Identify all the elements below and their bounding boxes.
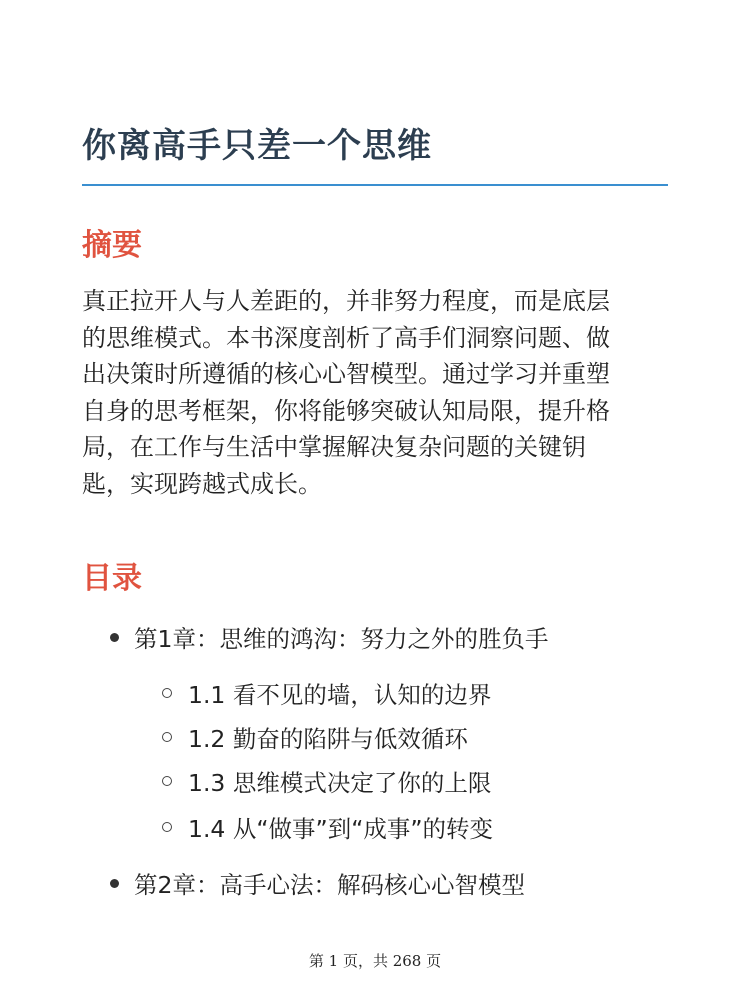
toc-section-1-1[interactable] xyxy=(162,676,491,710)
bullet-circle-icon xyxy=(162,776,172,786)
toc-chapter-1[interactable] xyxy=(110,620,548,654)
toc-chapter-label: 第1章：思维的鸿沟：努力之外的胜负手 xyxy=(134,625,549,653)
bullet-circle-icon xyxy=(162,822,172,832)
toc-chapter-2[interactable] xyxy=(110,866,525,900)
toc-section-1-3[interactable] xyxy=(162,764,491,798)
abstract-line: 出决策时所遵循的核心心智模型。通过学习并重塑 xyxy=(82,360,610,388)
page-number-footer: 第 1 页，共 268 页 xyxy=(308,952,442,970)
bullet-circle-icon xyxy=(162,732,172,742)
abstract-line: 匙，实现跨越式成长。 xyxy=(82,469,322,498)
abstract-paragraph xyxy=(82,283,672,502)
abstract-heading: 摘要 xyxy=(82,228,142,263)
toc-section-label: 1.4 从“做事”到“成事”的转变 xyxy=(188,815,494,843)
document-title: 你离高手只差一个思维 xyxy=(82,126,432,166)
title-divider xyxy=(82,184,668,186)
toc-section-label: 1.1 看不见的墙，认知的边界 xyxy=(188,681,492,709)
bullet-circle-icon xyxy=(162,688,172,698)
abstract-line: 的思维模式。本书深度剖析了高手们洞察问题、做 xyxy=(82,323,610,352)
toc-section-1-2[interactable] xyxy=(162,720,468,754)
toc-section-1-4[interactable] xyxy=(162,810,493,844)
bullet-dot-icon xyxy=(110,879,119,888)
abstract-line: 自身的思考框架，你将能够突破认知局限，提升格 xyxy=(82,396,610,425)
abstract-line: 局，在工作与生活中掌握解决复杂问题的关键钥 xyxy=(82,433,586,461)
toc-chapter-label: 第2章：高手心法：解码核心心智模型 xyxy=(134,871,525,899)
abstract-line: 真正拉开人与人差距的，并非努力程度，而是底层 xyxy=(82,287,610,315)
toc-section-label: 1.3 思维模式决定了你的上限 xyxy=(188,769,492,797)
bullet-dot-icon xyxy=(110,633,119,642)
toc-section-label: 1.2 勤奋的陷阱与低效循环 xyxy=(188,725,468,753)
toc-heading: 目录 xyxy=(82,561,142,596)
